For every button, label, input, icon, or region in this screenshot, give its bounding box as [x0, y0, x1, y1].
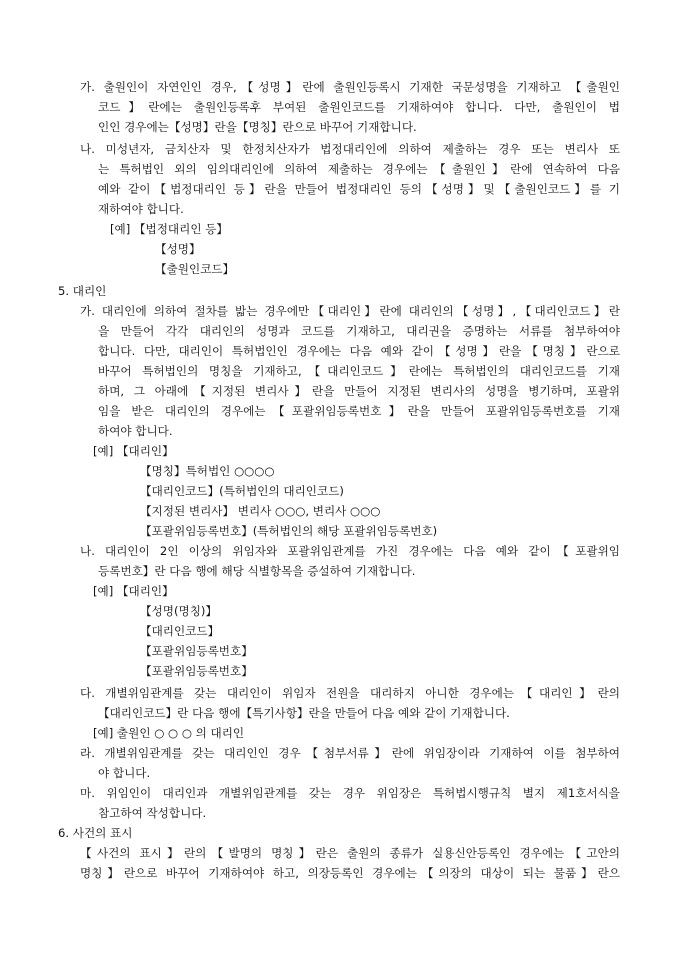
text-line: 【대리인코드】(특허법인의 대리인코드)	[140, 484, 344, 498]
text-line: 합니다. 다만, 대리인이 특허법인인 경우에는 다음 예와 같이【성명】란을【명칭】란으로	[98, 344, 620, 358]
text-line: 라. 개별위임관계를 갖는 대리인인 경우【첨부서류】란에 위임장이라 기재하여 이를 첨부하여	[80, 746, 620, 760]
text-line: 재하여야 합니다.	[98, 202, 184, 216]
text-line: 야 합니다.	[98, 766, 151, 780]
text-line: 【포괄위임등록번호】	[140, 644, 253, 658]
text-line: 는 특허법인 외의 임의대리인에 의하여 제출하는 경우에는【출원인】란에 연속하여 다음	[98, 162, 620, 176]
text-line: 을 만들어 각각 대리인의 성명과 코드를 기재하고, 대리권을 증명하는 서류를 첨부하여야	[98, 324, 620, 338]
text-line: 인인 경우에는【성명】란을【명칭】란으로 바꾸어 기재합니다.	[98, 120, 417, 134]
text-line: 나. 대리인이 2인 이상의 위임자와 포괄위임관계를 가진 경우에는 다음 예와 같이【포괄위임	[80, 544, 620, 558]
text-line: 나. 미성년자, 금치산자 및 한정치산자가 법정대리인에 의하여 제출하는 경우 또는 변리사 또	[80, 142, 620, 156]
text-line: 【포괄위임등록번호】(특허법인의 해당 포괄위임등록번호)	[140, 524, 438, 538]
text-line: 5. 대리인	[58, 284, 107, 298]
text-line: 예와 같이【법정대리인 등】란을 만들어 법정대리인 등의【성명】및【출원인코드】를 기	[98, 182, 620, 196]
text-line: 【명칭】특허법인 ○○○○	[140, 464, 275, 478]
text-line: 등록번호】란 다음 행에 해당 식별항목을 증설하여 기재합니다.	[98, 564, 416, 578]
text-line: 바꾸어 특허법인의 명칭을 기재하고,【대리인코드】란에는 특허법인의 대리인코드를 기재	[98, 364, 620, 378]
text-line: 【출원인코드】	[155, 262, 235, 276]
text-line: [예] 【법정대리인 등】	[110, 222, 229, 236]
text-line: 【대리인코드】	[140, 624, 220, 638]
text-line: [예] 【대리인】	[93, 584, 174, 598]
text-line: 명칭】란으로 바꾸어 기재하여야 하고, 의장등록인 경우에는【의장의 대상이 되는 물품】란으	[80, 866, 620, 880]
text-line: 【성명】	[155, 242, 201, 256]
text-line: 【포괄위임등록번호】	[140, 664, 253, 678]
text-line: 가. 대리인에 의하여 절차를 밟는 경우에만【대리인】란에 대리인의【성명】,【대리인코드】란	[80, 304, 620, 318]
text-line: 6. 사건의 표시	[58, 826, 133, 840]
text-line: 다. 개별위임관계를 갖는 대리인이 위임자 전원을 대리하지 아니한 경우에는【대리인】란의	[80, 686, 620, 700]
text-line: 【성명(명칭)】	[140, 604, 218, 618]
text-line: 【사건의 표시】란의【발명의 명칭】란은 출원의 종류가 실용신안등록인 경우에는【고안의	[80, 846, 620, 860]
text-line: 가. 출원인이 자연인인 경우,【성명】란에 출원인등록시 기재한 국문성명을 기재하고 【출원인	[80, 80, 620, 94]
text-line: 임을 받은 대리인의 경우에는【포괄위임등록번호】란을 만들어 포괄위임등록번호를 기재	[98, 404, 620, 418]
text-line: 마. 위임인이 대리인과 개별위임관계를 갖는 경우 위임장은 특허법시행규칙 별지 제1호서식을	[80, 786, 620, 800]
text-line: 【대리인코드】란 다음 행에【특기사항】란을 만들어 다음 예와 같이 기재합니다.	[98, 706, 510, 720]
text-line: 코드】란에는 출원인등록후 부여된 출원인코드를 기재하여야 합니다. 다만, 출원인이 법	[98, 100, 620, 114]
text-line: [예] 출원인 ○ ○ ○ 의 대리인	[93, 726, 245, 740]
text-line: 참고하여 작성합니다.	[98, 806, 207, 820]
text-line: 하여야 합니다.	[98, 424, 173, 438]
text-line: 하며, 그 아래에【지정된 변리사】란을 만들어 지정된 변리사의 성명을 병기하며, 포괄위	[98, 384, 620, 398]
text-line: 【지정된 변리사】 변리사 ○○○, 변리사 ○○○	[140, 504, 381, 518]
text-line: [예] 【대리인】	[93, 444, 174, 458]
